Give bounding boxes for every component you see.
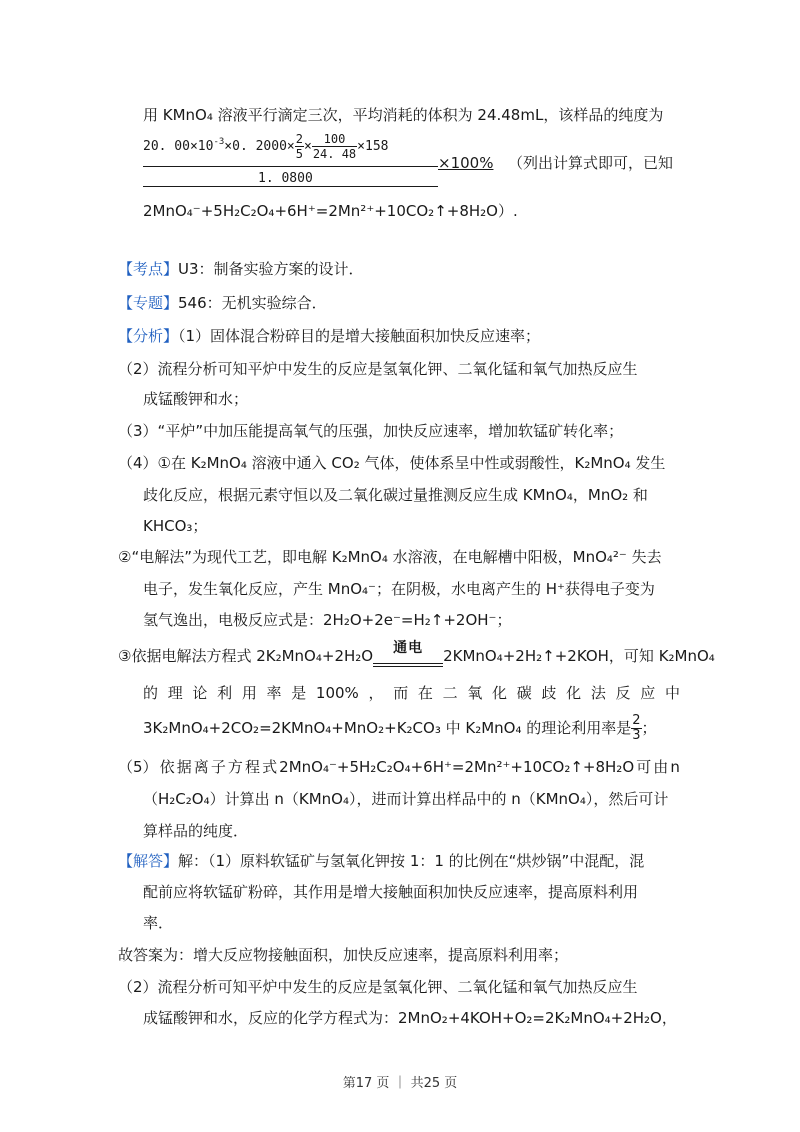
kaodian-tag: 【考点】 [118,260,179,278]
text-line: （列出计算式即可，已知 [508,154,674,172]
zhuanti-line: 【专题】546：无机实验综合． [118,294,327,312]
electrolysis-equation: ③依据电解法方程式 2K₂MnO₄+2H₂O 通电 2KMnO₄+2H₂↑+2KOH，可知 K₂MnO₄ [118,640,715,665]
text-line: 用 KMnO₄ 溶液平行滴定三次，平均消耗的体积为 24.48mL，该样品的纯度为 [143,106,664,124]
text-line: 氢气逸出，电极反应式是：2H₂O+2e⁻=H₂↑+2OH⁻； [143,611,512,629]
answer-line: 故答案为：增大反应物接触面积，加快反应速率，提高原料利用率； [118,946,569,964]
kaodian-line: 【考点】U3：制备实验方案的设计． [118,260,364,278]
text-line: （H₂C₂O₄）计算出 n（KMnO₄），进而计算出样品中的 n（KMnO₄），然后可计 [143,790,669,808]
text-line: （3）“平炉”中加压能提高氧气的压强，加快反应速率，增加软锰矿转化率； [118,422,624,440]
times-100-percent: ×100% [438,154,494,172]
jieda-tag: 【解答】 [118,852,179,870]
text-line: （4）①在 K₂MnO₄ 溶液中通入 CO₂ 气体，使体系呈中性或弱酸性，K₂MnO₄ 发生 [118,454,666,472]
text-line: 配前应将软锰矿粉碎，其作用是增大接触面积加快反应速率，提高原料利用 [143,883,639,901]
text-line: 成锰酸钾和水，反应的化学方程式为：2MnO₂+4KOH+O₂=2K₂MnO₄+2H₂O， [143,1009,677,1027]
text-line: 2MnO₄⁻+5H₂C₂O₄+6H⁺=2Mn²⁺+10CO₂↑+8H₂O）. [143,202,518,220]
zhuanti-tag: 【专题】 [118,294,179,312]
jieda-line: 【解答】解：（1）原料软锰矿与氢氧化钾按 1：1 的比例在“烘炒锅”中混配，混 [118,852,645,870]
text-line: （2）流程分析可知平炉中发生的反应是氢氧化钾、二氧化锰和氧气加热反应生 [118,978,638,996]
text-line: ②“电解法”为现代工艺，即电解 K₂MnO₄ 水溶液，在电解槽中阳极，MnO₄²⁻ 失去 [118,548,662,566]
fraction-bar [143,166,438,167]
purity-formula-denominator: 1. 0800 [258,171,313,186]
page-footer: 第17 页 ｜ 共25 页 [342,1076,458,1091]
spaced-line: （5） 依 据 离 子 方 程 式 2MnO₄⁻+5H₂C₂O₄+6H⁺=2Mn²⁺+10CO₂↑+8H₂O 可 由 n [118,758,680,776]
text-line: （2）流程分析可知平炉中发生的反应是氢氧化钾、二氧化锰和氧气加热反应生 [118,360,638,378]
text-line: 成锰酸钾和水； [143,390,249,408]
spaced-line: 的 理 论 利 用 率 是 100% ， 而 在 二 氧 化 碳 歧 化 法 反 应 中 [143,684,680,702]
text-line: 算样品的纯度． [143,822,249,840]
fenxi-tag: 【分析】 [118,327,179,345]
text-line: 3K₂MnO₄+2CO₂=2KMnO₄+MnO₂+K₂CO₃ 中 K₂MnO₄ 的理论利用率是 $\frac{2}{3}$ ； [143,713,657,743]
underline [143,186,438,187]
text-line: 率． [143,914,174,932]
fenxi-line: 【分析】（1）固体混合粉碎目的是增大接触面积加快反应速率； [118,327,541,345]
fraction-2-3: $\frac{2}{3}$ [632,713,641,743]
purity-formula-numerator: 20. $00\times 10^{-3}\times 0$. 2000× $\frac{2}{5}$ × $\frac{100}{24. 48}$ ×158 [143,132,389,161]
text-line: 歧化反应，根据元素守恒以及二氧化碳过量推测反应生成 KMnO₄，MnO₂ 和 [143,486,648,504]
fraction-100-24.48: $\frac{100}{24. 48}$ [312,132,357,161]
fraction-2-5: $\frac{2}{5}$ [295,132,303,161]
condition-equals: 通电 [373,651,443,667]
text-line: 电子，发生氧化反应，产生 MnO₄⁻；在阴极，水电离产生的 H⁺获得电子变为 [143,580,655,598]
text-line: KHCO₃； [143,517,208,535]
